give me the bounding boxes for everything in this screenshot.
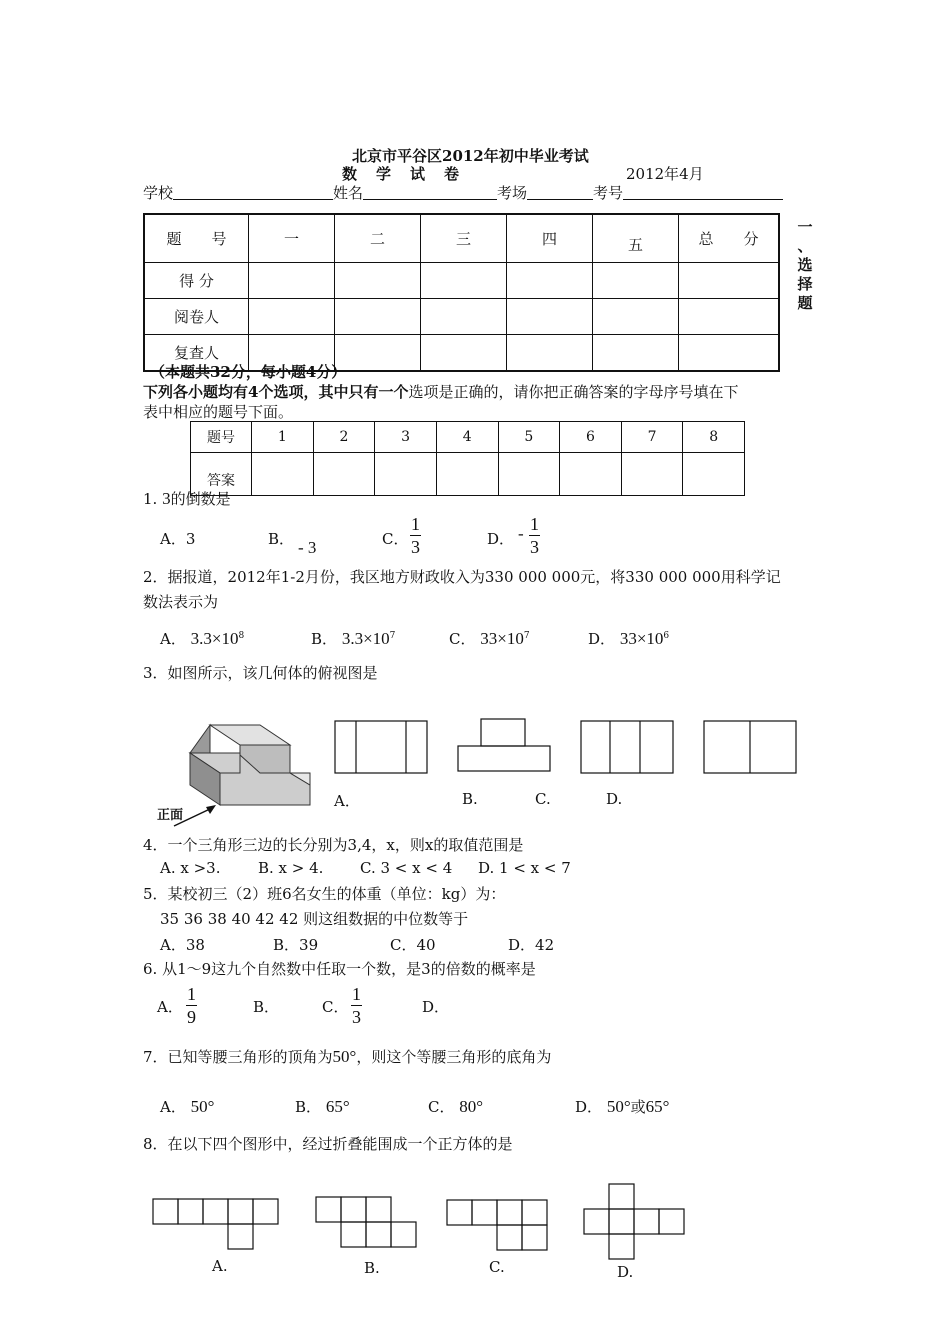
q7-option-c-value: 80° xyxy=(459,1097,484,1116)
q1-number: 1. xyxy=(143,490,158,508)
q8-stem: 8．在以下四个图形中，经过折叠能围成一个正方体的是 xyxy=(143,1135,513,1153)
answer-cell[interactable] xyxy=(375,453,437,496)
q2-option-c-exp: 7 xyxy=(523,631,530,641)
q2-option-a-base: 3.3×10 xyxy=(190,629,239,648)
answer-cell[interactable] xyxy=(252,453,314,496)
school-label: 学校 xyxy=(143,184,174,202)
denominator: 3 xyxy=(530,537,539,557)
q1-option-c-fraction xyxy=(410,513,421,558)
denominator: 3 xyxy=(352,1007,361,1027)
q5-option-d[interactable]: D．42 xyxy=(508,936,555,954)
room-label: 考场 xyxy=(497,184,528,202)
q4-stem: 4．一个三角形三边的长分别为3,4，x，则x的取值范围是 xyxy=(143,836,524,854)
q5-stem: 5．某校初三（2）班6名女生的体重（单位：kg）为： xyxy=(143,885,506,903)
exam-subtitle: 数 学 试 卷 xyxy=(342,165,462,183)
question-number-cell: 4 xyxy=(436,422,498,453)
q8-option-b-net xyxy=(315,1196,417,1248)
q7-option-b-value: 65° xyxy=(325,1097,350,1116)
numerator: 1 xyxy=(187,984,196,1004)
q4-option-b[interactable]: B. x > 4. xyxy=(258,859,324,877)
exam-date: 2012年4月 xyxy=(626,165,704,183)
q7-text-pre: 7．已知等腰三角形的顶角为 xyxy=(143,1048,333,1066)
q7-option-c[interactable] xyxy=(428,1096,483,1117)
q8-option-d-net xyxy=(583,1183,685,1261)
answer-cell[interactable] xyxy=(313,453,375,496)
question-number-cell: 7 xyxy=(621,422,683,453)
q3-option-d[interactable]: D. xyxy=(606,790,623,808)
q1-stem xyxy=(143,488,231,509)
q3-option-c[interactable]: C. xyxy=(535,790,551,808)
q3-option-b[interactable]: B. xyxy=(462,790,478,808)
answer-cell[interactable] xyxy=(498,453,560,496)
answer-cell[interactable] xyxy=(560,453,622,496)
q8-option-a-net xyxy=(152,1198,279,1250)
score-cell[interactable] xyxy=(335,335,421,372)
q2-option-c-label: C． xyxy=(449,630,476,648)
q7-option-b-label: B． xyxy=(295,1098,322,1116)
score-cell[interactable] xyxy=(507,263,593,299)
q2-option-a-label: A． xyxy=(160,630,186,648)
score-row-label: 复查人 xyxy=(144,335,249,372)
q6-stem: 6. 从1～9这九个自然数中任取一个数，是3的倍数的概率是 xyxy=(143,960,536,978)
q4-option-d[interactable]: D. 1 < x < 7 xyxy=(478,859,571,877)
numerator: 1 xyxy=(352,984,361,1004)
q2-option-d-base: 33×10 xyxy=(619,629,664,648)
q8-option-d[interactable]: D. xyxy=(617,1263,634,1281)
score-cell[interactable] xyxy=(507,299,593,335)
score-cell[interactable] xyxy=(593,299,679,335)
numerator: 1 xyxy=(530,514,539,534)
instruction-rest: 选项是正确的，请你把正确答案的字母序号填在下 xyxy=(408,383,739,401)
q7-angle: 50° xyxy=(332,1047,357,1066)
q6-option-a[interactable]: A． xyxy=(157,998,183,1016)
q3-option-c-figure xyxy=(580,720,674,774)
question-number-cell: 5 xyxy=(498,422,560,453)
q7-text-post: ，则这个等腰三角形的底角为 xyxy=(356,1048,552,1066)
q2-option-a-exp: 8 xyxy=(238,631,245,641)
q2-option-b-label: B． xyxy=(311,630,338,648)
score-cell[interactable] xyxy=(679,299,780,335)
answer-cell[interactable] xyxy=(683,453,745,496)
q6-option-c-fraction xyxy=(351,983,362,1028)
id-label: 考号 xyxy=(593,184,624,202)
q2-option-d[interactable] xyxy=(588,628,669,649)
q7-stem xyxy=(143,1046,551,1067)
score-cell[interactable] xyxy=(679,335,780,372)
q7-option-a-value: 50° xyxy=(190,1097,215,1116)
score-cell[interactable] xyxy=(593,335,679,372)
score-header-cell: 二 xyxy=(335,214,421,263)
score-cell[interactable] xyxy=(421,335,507,372)
answer-cell[interactable] xyxy=(436,453,498,496)
q4-option-c[interactable]: C. 3 < x < 4 xyxy=(360,859,453,877)
score-header-cell: 一 xyxy=(249,214,335,263)
exam-title: 北京市平谷区2012年初中毕业考试 xyxy=(352,147,589,165)
answer-row-label: 答案 xyxy=(191,453,252,496)
score-header-cell: 总 分 xyxy=(679,214,780,263)
q2-option-d-exp: 6 xyxy=(663,631,670,641)
score-row-label: 阅卷人 xyxy=(144,299,249,335)
score-cell[interactable] xyxy=(421,263,507,299)
q7-option-d[interactable] xyxy=(575,1096,669,1117)
side-char: 择 xyxy=(797,275,813,293)
q1-option-d-fraction xyxy=(529,513,540,558)
score-cell[interactable] xyxy=(335,263,421,299)
q2-stem-line-1: 2．据报道，2012年1-2月份，我区地方财政收入为330 000 000元，将330 000 000用科学记 xyxy=(143,568,781,586)
score-table xyxy=(143,213,780,372)
score-cell[interactable] xyxy=(421,299,507,335)
q3-option-b-figure xyxy=(457,718,551,772)
q2-stem-line-2: 数法表示为 xyxy=(143,593,219,611)
q7-option-a-label: A． xyxy=(160,1098,186,1116)
q8-option-c-net xyxy=(446,1199,548,1251)
numerator: 1 xyxy=(411,514,420,534)
instruction-line-1 xyxy=(143,381,738,402)
school-field[interactable] xyxy=(173,183,333,200)
q5-option-a[interactable]: A．38 xyxy=(160,936,205,954)
q7-option-d-value-1: 50° xyxy=(606,1097,631,1116)
q7-option-c-label: C． xyxy=(428,1098,455,1116)
score-header-cell: 四 xyxy=(507,214,593,263)
q8-option-c[interactable]: C. xyxy=(489,1258,505,1276)
q1-option-a[interactable]: A．3 xyxy=(160,530,196,548)
score-cell[interactable] xyxy=(249,263,335,299)
q2-option-b[interactable] xyxy=(311,628,395,649)
answer-cell[interactable] xyxy=(621,453,683,496)
score-header-cell: 题 号 xyxy=(144,214,249,263)
name-field[interactable] xyxy=(363,183,497,200)
score-header-cell: 五 xyxy=(593,214,679,263)
front-label: 正面 xyxy=(157,808,184,823)
q5-data: 35 36 38 40 42 42 则这组数据的中位数等于 xyxy=(160,910,469,928)
room-field[interactable] xyxy=(527,183,593,200)
q2-option-d-label: D． xyxy=(588,630,616,648)
q3-stem: 3．如图所示，该几何体的俯视图是 xyxy=(143,664,378,682)
q7-option-d-value-2: 65° xyxy=(645,1097,670,1116)
denominator: 3 xyxy=(411,537,420,557)
q6-option-b[interactable]: B． xyxy=(253,998,280,1016)
question-number-cell: 1 xyxy=(252,422,314,453)
question-number-cell: 2 xyxy=(313,422,375,453)
instruction-bold: 下列各小题均有4个选项，其中只有一个 xyxy=(143,383,409,401)
q2-option-b-exp: 7 xyxy=(389,631,396,641)
q4-option-a[interactable]: A. x >3. xyxy=(160,859,221,877)
side-char: 选 xyxy=(797,256,813,274)
q8-option-a[interactable]: A. xyxy=(212,1257,228,1275)
score-cell[interactable] xyxy=(335,299,421,335)
q7-option-a[interactable] xyxy=(160,1096,214,1117)
q1-text: 的倒数是 xyxy=(170,490,231,508)
q7-option-b[interactable] xyxy=(295,1096,350,1117)
q3-option-d-figure xyxy=(703,720,797,774)
q6-option-a-fraction xyxy=(186,983,197,1028)
score-cell[interactable] xyxy=(679,263,780,299)
q2-option-b-base: 3.3×10 xyxy=(341,629,390,648)
side-char: 一 xyxy=(797,218,813,236)
q2-option-c[interactable] xyxy=(449,628,530,649)
q3-option-a-figure xyxy=(334,720,428,774)
q5-option-b[interactable]: B．39 xyxy=(273,936,319,954)
q1-option-b-value: - 3 xyxy=(298,538,317,557)
name-label: 姓名 xyxy=(333,184,364,202)
q3-option-a[interactable]: A． xyxy=(334,792,360,810)
q6-option-c[interactable]: C． xyxy=(322,998,349,1016)
q7-option-d-label: D． xyxy=(575,1098,603,1116)
q1-option-c[interactable]: C． xyxy=(382,530,409,548)
score-cell[interactable] xyxy=(249,299,335,335)
q5-option-c[interactable]: C．40 xyxy=(390,936,436,954)
question-number-cell: 8 xyxy=(683,422,745,453)
q7-option-d-or: 或 xyxy=(630,1098,646,1116)
q1-option-b[interactable]: B． xyxy=(268,530,295,548)
denominator: 9 xyxy=(187,1007,196,1027)
answer-row-label: 题号 xyxy=(191,422,252,453)
q2-option-a[interactable] xyxy=(160,628,244,649)
q2-option-c-base: 33×10 xyxy=(480,629,524,648)
side-char: 题 xyxy=(797,294,813,312)
score-header-cell: 三 xyxy=(421,214,507,263)
section-side-label xyxy=(796,218,814,313)
question-number-cell: 6 xyxy=(560,422,622,453)
answer-table xyxy=(190,421,745,496)
q1-option-d[interactable]: D． xyxy=(487,530,515,548)
score-cell[interactable] xyxy=(593,263,679,299)
q1-value: 3 xyxy=(162,489,171,508)
q8-option-b[interactable]: B. xyxy=(364,1259,380,1277)
id-field[interactable] xyxy=(623,183,783,200)
question-number-cell: 3 xyxy=(375,422,437,453)
points-note: （本题共32分，每小题4分） xyxy=(150,363,347,381)
info-line xyxy=(143,182,783,203)
score-cell[interactable] xyxy=(507,335,593,372)
side-char: 、 xyxy=(797,237,813,255)
q1-option-d-sign: - xyxy=(518,524,524,543)
q6-option-d[interactable]: D． xyxy=(422,998,450,1016)
score-row-label: 得 分 xyxy=(144,263,249,299)
instruction-line-2: 表中相应的题号下面。 xyxy=(143,403,294,421)
